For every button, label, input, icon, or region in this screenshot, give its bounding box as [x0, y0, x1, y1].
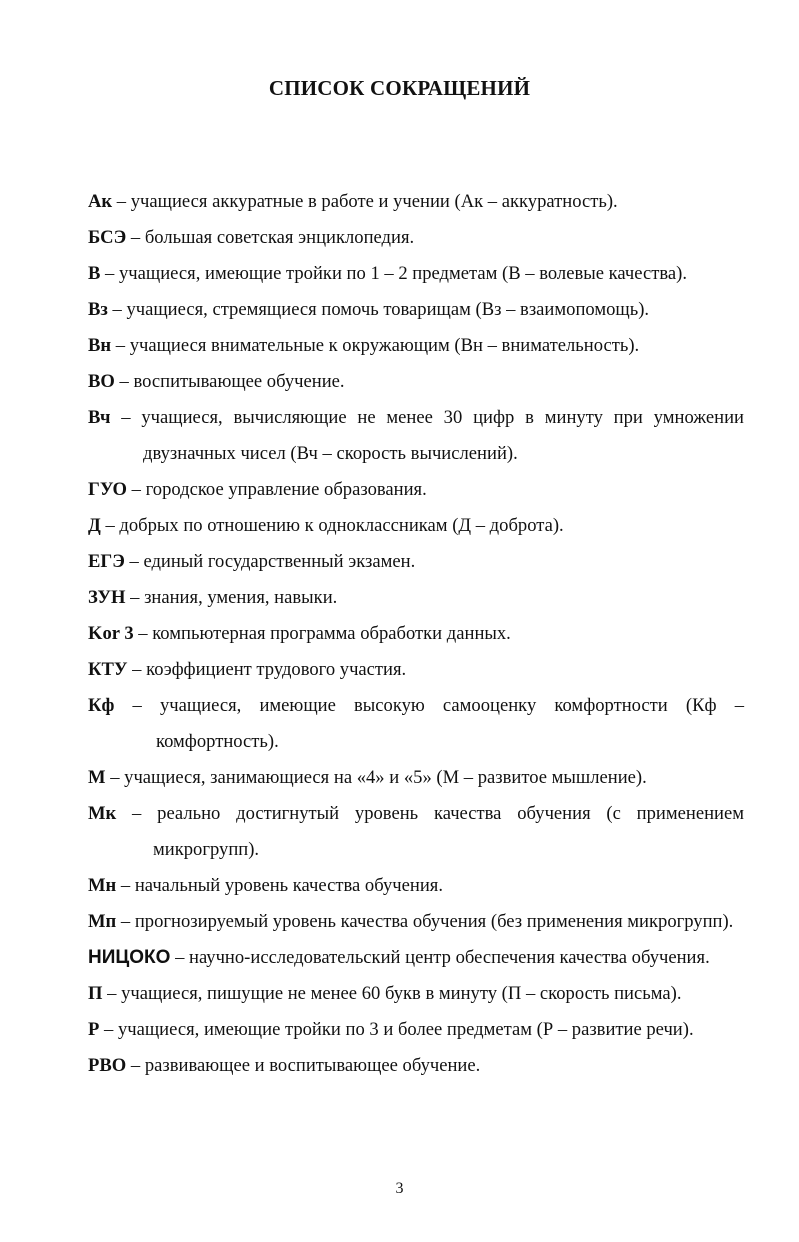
dash: – — [124, 551, 144, 572]
dash: – — [170, 947, 190, 968]
definition: учащиеся, имеющие тройки по 3 и более предметам (Р – развитие речи). — [117, 1019, 694, 1040]
definition: учащиеся, вычисляющие не менее 30 цифр в минуту при умножении двузначных чисел (Вч – скорость вычислений). — [141, 407, 744, 464]
definition: развивающее и воспитывающее обучение. — [144, 1055, 481, 1076]
definition: воспитывающее обучение. — [133, 371, 345, 392]
list-item — [88, 508, 744, 544]
dash: – — [116, 803, 158, 824]
list-item — [88, 184, 744, 220]
abbreviation: Вч — [88, 407, 111, 428]
dash: – — [105, 767, 125, 788]
abbreviation: КТУ — [88, 659, 128, 680]
definition: добрых по отношению к одноклассникам (Д – доброта). — [119, 515, 564, 536]
list-item — [88, 616, 744, 652]
dash: – — [100, 515, 120, 536]
definition: единый государственный экзамен. — [143, 551, 416, 572]
page-title: СПИСОК СОКРАЩЕНИЙ — [268, 76, 531, 100]
dash: – — [126, 1055, 145, 1076]
list-item — [88, 544, 744, 580]
dash: – — [126, 227, 145, 248]
definition: учащиеся, пишущие не менее 60 букв в минуту (П – скорость письма). — [121, 983, 682, 1004]
list-item — [88, 580, 744, 616]
dash: – — [116, 911, 135, 932]
abbreviation: Мп — [88, 911, 117, 932]
dash: – — [133, 623, 153, 644]
abbreviation: М — [88, 767, 106, 788]
dash: – — [127, 659, 147, 680]
abbreviation: Вн — [88, 335, 112, 356]
abbreviation: ЕГЭ — [88, 551, 125, 572]
list-item — [88, 976, 744, 1012]
list-item — [88, 940, 744, 976]
list-item — [88, 292, 744, 328]
abbreviation: НИЦОКО — [88, 947, 171, 968]
list-item — [88, 688, 744, 760]
dash: – — [107, 299, 127, 320]
definition: учащиеся, имеющие высокую самооценку комфортности (Кф – комфортность). — [156, 695, 744, 752]
abbreviation: Мн — [88, 875, 117, 896]
list-item — [88, 760, 744, 796]
abbreviation: РВО — [88, 1055, 127, 1076]
page-number: 3 — [395, 1180, 404, 1197]
definition: начальный уровень качества обучения. — [134, 875, 443, 896]
abbreviation: Р — [88, 1019, 100, 1040]
abbreviation: Кф — [88, 695, 115, 716]
abbreviation: Д — [88, 515, 101, 536]
definition: учащиеся внимательные к окружающим (Вн – внимательность). — [129, 335, 640, 356]
dash: – — [112, 191, 131, 212]
dash: – — [114, 371, 134, 392]
dash: – — [125, 587, 145, 608]
dash: – — [127, 479, 146, 500]
dash: – — [102, 983, 122, 1004]
definition: учащиеся, имеющие тройки по 1 – 2 предметам (В – волевые качества). — [119, 263, 687, 284]
list-item — [88, 904, 744, 940]
abbreviation: П — [88, 983, 103, 1004]
list-item — [88, 868, 744, 904]
dash: – — [100, 263, 119, 284]
abbreviation: Ак — [88, 191, 113, 212]
definition: учащиеся, стремящиеся помочь товарищам (Вз – взаимопомощь). — [126, 299, 650, 320]
dash: – — [111, 335, 130, 356]
definition: учащиеся, занимающиеся на «4» и «5» (М – развитое мышление). — [124, 767, 647, 788]
definition: большая советская энциклопедия. — [144, 227, 415, 248]
list-item — [88, 796, 744, 868]
dash: – — [116, 875, 135, 896]
abbreviation: В — [88, 263, 101, 284]
definition: прогнозируемый уровень качества обучения (без применения микрогрупп). — [134, 911, 734, 932]
definition: учащиеся аккуратные в работе и учении (Ак – аккуратность). — [130, 191, 618, 212]
definition: научно-исследовательский центр обеспечения качества обучения. — [189, 947, 710, 968]
list-item — [88, 220, 744, 256]
list-item — [88, 1012, 744, 1048]
abbreviation: ВО — [88, 371, 115, 392]
definition: компьютерная программа обработки данных. — [152, 623, 511, 644]
dash: – — [99, 1019, 118, 1040]
list-item — [88, 652, 744, 688]
definition: коэффициент трудового участия. — [146, 659, 407, 680]
list-item — [88, 400, 744, 472]
dash: – — [114, 695, 160, 716]
definition: городское управление образования. — [145, 479, 427, 500]
abbreviation: Kor 3 — [88, 623, 134, 644]
list-item — [88, 256, 744, 292]
dash: – — [110, 407, 142, 428]
list-item — [88, 1048, 744, 1084]
list-item — [88, 364, 744, 400]
definition: знания, умения, навыки. — [144, 587, 338, 608]
list-item — [88, 328, 744, 364]
abbreviation: БСЭ — [88, 227, 127, 248]
abbreviation: Вз — [88, 299, 108, 320]
definition: реально достигнутый уровень качества обучения (с применением микрогрупп). — [153, 803, 744, 860]
abbreviation: Мк — [88, 803, 117, 824]
list-item — [88, 472, 744, 508]
abbreviation: ЗУН — [88, 587, 126, 608]
abbreviations-list — [88, 184, 744, 1084]
abbreviation: ГУО — [88, 479, 128, 500]
